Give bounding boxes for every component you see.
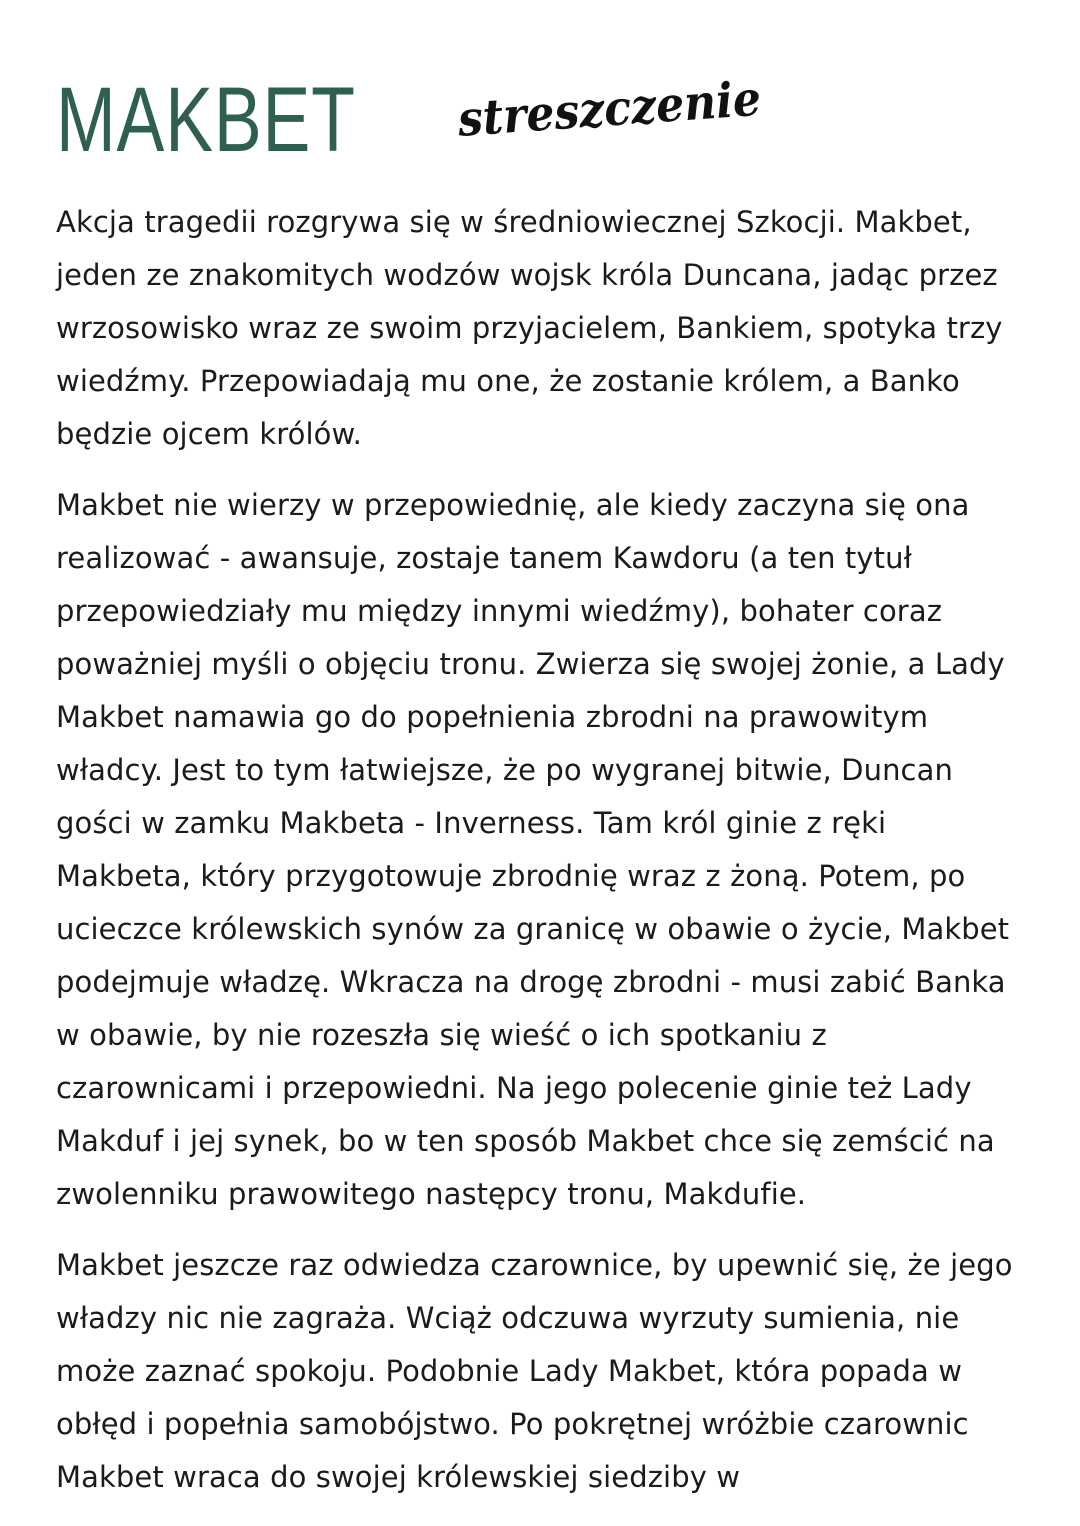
page-title: MAKBET — [56, 69, 356, 171]
paragraph-2: Makbet nie wierzy w przepowiednię, ale kiedy zaczyna się ona realizować - awansuje, zostaje tanem Kawdoru (a ten tytuł przepowiedziały mu między innymi wiedźmy), bohater coraz poważniej myśli o objęciu tronu. Zwierza się swojej żonie, a Lady Makbet namawia go do popełnienia zbrodni na prawowitym władcy. Jest to tym łatwiejsze, że po wygranej bitwie, Duncan gości w zamku Makbeta - Inverness. Tam król ginie z ręki Makbeta, który przygotowuje zbrodnię wraz z żoną. Potem, po ucieczce królewskich synów za granicę w obawie o życie, Makbet podejmuje władzę. Wkracza na drogę zbrodni - musi zabić Banka w obawie, by nie rozeszła się wieść o ich spotkaniu z czarownicami i przepowiedni. Na jego polecenie ginie też Lady Makduf i jej synek, bo w ten sposób Makbet chce się zemścić na zwolenniku prawowitego następcy tronu, Makdufie. — [56, 488, 1010, 1211]
header — [56, 68, 1016, 180]
summary-body — [56, 196, 1022, 1522]
paragraph-3: Makbet jeszcze raz odwiedza czarownice, by upewnić się, że jego władzy nic nie zagraża. Wciąż odczuwa wyrzuty sumienia, nie może zaznać spokoju. Podobnie Lady Makbet, która popada w obłęd i popełnia samobójstwo. Po pokrętnej wróżbie czarownic Makbet wraca do swojej królewskiej siedziby w — [56, 1248, 1013, 1494]
paragraph-1: Akcja tragedii rozgrywa się w średniowiecznej Szkocji. Makbet, jeden ze znakomitych wodzów wojsk króla Duncana, jadąc przez wrzosowisko wraz ze swoim przyjacielem, Bankiem, spotyka trzy wiedźmy. Przepowiadają mu one, że zostanie królem, a Banko będzie ojcem królów. — [56, 205, 1003, 451]
page-subtitle: streszczenie — [456, 70, 763, 148]
